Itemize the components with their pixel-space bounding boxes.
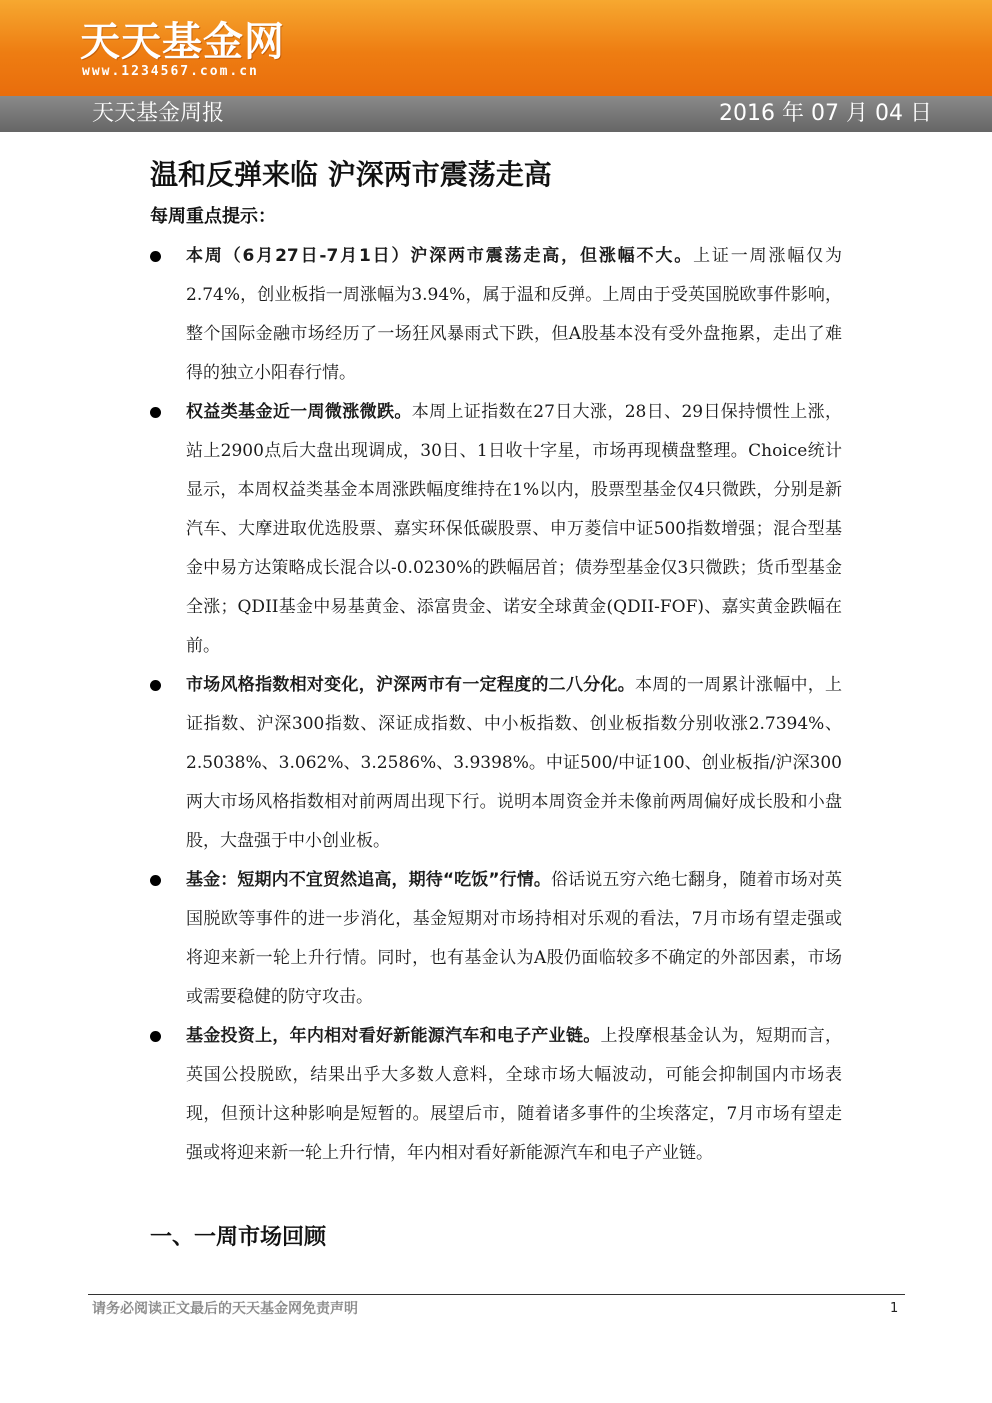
- footer-divider: [88, 1294, 905, 1295]
- bullet-body: 本周上证指数在27日大涨，28日、29日保持惯性上涨，站上2900点后大盘出现调成，30日、1日收十字星，市场再现横盘整理。Choice统计显示，本周权益类基金本周涨跌幅度维持在1%以内，股票型基金仅4只微跌，分别是新汽车、大摩进取优选股票、嘉实环保低碳股票、申万菱信中证500指数增强；混合型基金中易方达策略成长混合以-0.0230%的跌幅居首；债券型基金仅3只微跌；货币型基金全涨；QDII基金中易基黄金、添富贵金、诺安全球黄金(QDII-FOF)、嘉实黄金跌幅在前。: [186, 402, 842, 656]
- bullet-lead: 基金：短期内不宜贸然追高，期待“吃饭”行情。: [186, 870, 552, 890]
- bullet-dot-icon: [150, 875, 161, 886]
- bullet-dot-icon: [150, 407, 161, 418]
- footer-disclaimer: 请务必阅读正文最后的天天基金网免责声明: [92, 1301, 358, 1317]
- list-item: [150, 666, 842, 861]
- bullet-body: 本周的一周累计涨幅中，上证指数、沪深300指数、深证成指数、中小板指数、创业板指数分别收涨2.7394%、2.5038%、3.062%、3.2586%、3.9398%。中证500/中证100、创业板指/沪深300两大市场风格指数相对前两周出现下行。说明本周资金并未像前两周偏好成长股和小盘股，大盘强于中小创业板。: [186, 675, 843, 851]
- bullet-lead: 基金投资上，年内相对看好新能源汽车和电子产业链。: [186, 1026, 601, 1046]
- bullet-lead: 市场风格指数相对变化，沪深两市有一定程度的二八分化。: [186, 675, 636, 695]
- header-banner: [0, 0, 992, 96]
- section-heading: 一、一周市场回顾: [150, 1225, 327, 1250]
- highlights-heading: 每周重点提示：: [150, 206, 276, 227]
- bullet-lead: 本周（6月27日-7月1日）沪深两市震荡走高，但涨幅不大。: [186, 246, 694, 266]
- site-logo[interactable]: 天天基金网: [80, 18, 285, 65]
- list-item: [150, 393, 842, 666]
- list-item: [150, 237, 842, 393]
- bullet-lead: 权益类基金近一周微涨微跌。: [186, 402, 412, 422]
- page-title: 温和反弹来临 沪深两市震荡走高: [150, 158, 552, 191]
- bullet-body: 俗话说五穷六绝七翻身，随着市场对英国脱欧等事件的进一步消化，基金短期对市场持相对乐观的看法，7月市场有望走强或将迎来新一轮上升行情。同时，也有基金认为A股仍面临较多不确定的外部因素，市场或需要稳健的防守攻击。: [186, 870, 843, 1007]
- bullet-body: 上投摩根基金认为，短期而言，英国公投脱欧，结果出乎大多数人意料，全球市场大幅波动，可能会抑制国内市场表现，但预计这种影响是短暂的。展望后市，随着诸多事件的尘埃落定，7月市场有望走强或将迎来新一轮上升行情，年内相对看好新能源汽车和电子产业链。: [186, 1026, 843, 1163]
- list-item: [150, 1017, 842, 1173]
- bullet-dot-icon: [150, 251, 161, 262]
- bullet-dot-icon: [150, 680, 161, 691]
- highlights-list: [150, 237, 842, 1173]
- bullet-body: 上证一周涨幅仅为2.74%，创业板指一周涨幅为3.94%，属于温和反弹。上周由于受英国脱欧事件影响，整个国际金融市场经历了一场狂风暴雨式下跌，但A股基本没有受外盘拖累，走出了难得的独立小阳春行情。: [186, 246, 843, 383]
- report-title-bar: [0, 96, 992, 132]
- report-date: 2016 年 07 月 04 日: [719, 101, 932, 126]
- report-name: 天天基金周报: [92, 101, 225, 126]
- site-url[interactable]: www.1234567.com.cn: [82, 64, 259, 79]
- list-item: [150, 861, 842, 1017]
- page-number: 1: [890, 1301, 899, 1316]
- bullet-dot-icon: [150, 1031, 161, 1042]
